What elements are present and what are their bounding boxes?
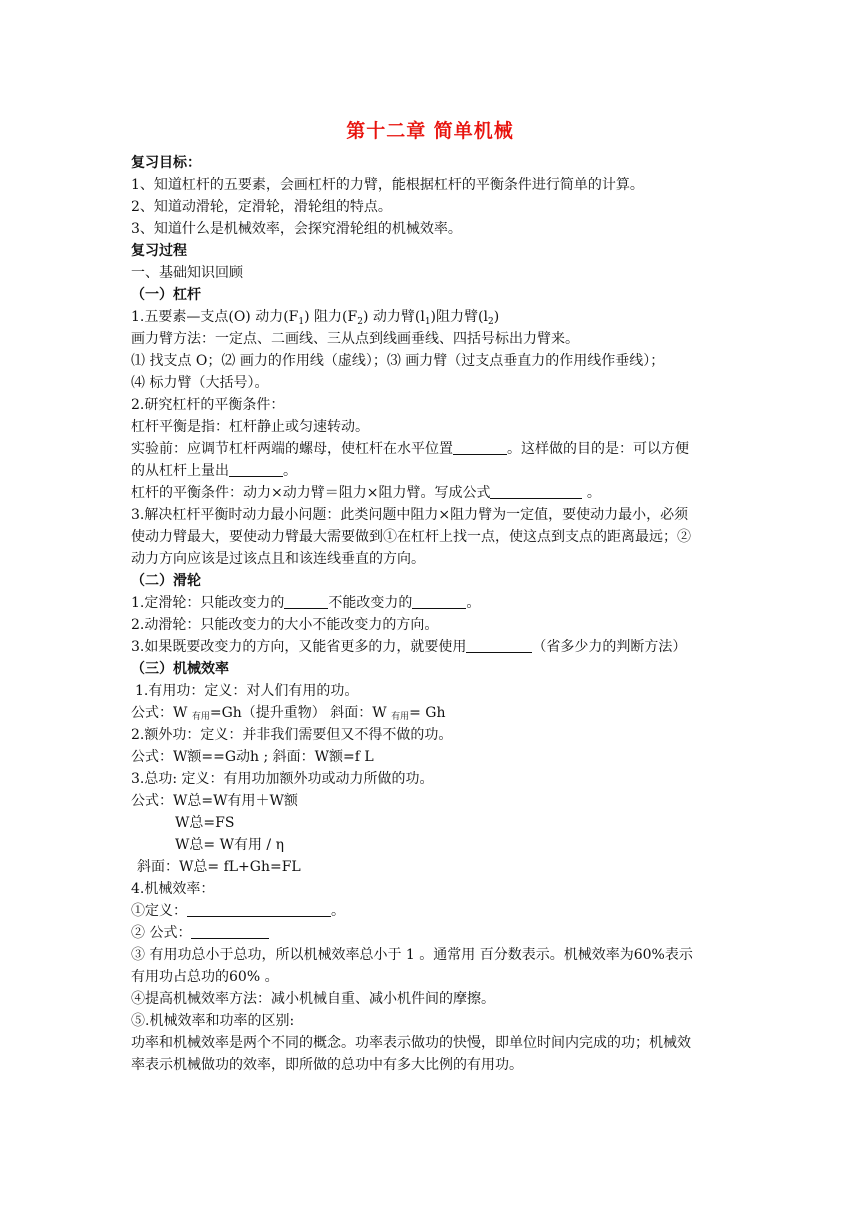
section-pulley-heading: （二）滑轮 [131, 573, 201, 589]
min-force-line-3: 动力方向应该是过该点且和该连线垂直的方向。 [131, 551, 425, 567]
arm-steps-line: ⑴ 找支点 O；⑵ 画力的作用线（虚线）；⑶ 画力臂（过支点垂直力的作用线作垂线）； [131, 353, 665, 369]
total-work-formula-3: W总= W有用 / η [175, 837, 284, 853]
goals-heading: 复习目标： [131, 155, 201, 171]
useful-work-definition: 1.有用功：定义：对人们有用的功。 [135, 683, 359, 699]
min-force-line-1: 3.解决杠杆平衡时动力最小问题：此类问题中阻力×阻力臂为一定值，要使动力最小，必须 [131, 507, 689, 523]
fill-blank [191, 923, 269, 939]
five-elements-line: 1.五要素—支点(O) 动力$(F_1)$ 阻力$(F_2)$ 动力臂$(l_1)$阻力臂$(l_2)$ [131, 309, 500, 327]
efficiency-definition: ①定义： 。 [131, 903, 345, 919]
balance-heading: 2.研究杠杆的平衡条件： [131, 397, 285, 413]
efficiency-less-line-1: ③ 有用功总小于总功，所以机械效率总小于 1 。通常用 百分数表示。机械效率为60%表示 [131, 947, 693, 963]
total-work-formula-1: 公式：W总=W有用＋W额 [131, 793, 298, 809]
document-body [131, 152, 733, 1076]
balance-condition-line: 杠杆的平衡条件：动力×动力臂＝阻力×阻力臂。写成公式 。 [131, 485, 601, 501]
process-heading: 复习过程 [131, 243, 187, 259]
extra-work-definition: 2.额外功：定义：并非我们需要但又不得不做的功。 [131, 727, 453, 743]
arm-step4-line: ⑷ 标力臂（大括号）。 [131, 375, 269, 391]
fill-blank [453, 439, 507, 455]
fill-blank [412, 593, 466, 609]
fill-blank [187, 901, 331, 917]
movable-pulley-line: 2.动滑轮：只能改变力的大小不能改变力的方向。 [131, 617, 439, 633]
balance-definition: 杠杆平衡是指：杠杆静止或匀速转动。 [131, 419, 369, 435]
total-work-formula-4: 斜面：W总= fL+Gh=FL [137, 859, 301, 875]
experiment-line-1: 实验前：应调节杠杆两端的螺母，使杠杆在水平位置 。这样做的目的是：可以方便 [131, 441, 689, 457]
min-force-line-2: 使动力臂最大，要使动力臂最大需要做到①在杠杆上找一点，使这点到支点的距离最远；② [131, 529, 691, 545]
extra-work-formula: 公式：W额==G动h ; 斜面：W额=f L [131, 749, 374, 765]
section-efficiency-heading: （三）机械效率 [131, 661, 229, 677]
experiment-line-2: 的从杠杆上量出 。 [131, 463, 297, 479]
goal-3: 3、知道什么是机械效率，会探究滑轮组的机械效率。 [131, 221, 462, 237]
efficiency-heading: 4.机械效率： [131, 881, 215, 897]
fixed-pulley-line: 1.定滑轮：只能改变力的 不能改变力的 。 [131, 595, 481, 611]
goal-2: 2、知道动滑轮，定滑轮，滑轮组的特点。 [131, 199, 392, 215]
efficiency-power-line-1: 功率和机械效率是两个不同的概念。功率表示做功的快慢，即单位时间内完成的功；机械效 [131, 1035, 691, 1051]
fill-blank [490, 483, 582, 499]
efficiency-less-line-2: 有用功占总功的60% 。 [131, 969, 279, 985]
goal-1: 1、知道杠杆的五要素，会画杠杆的力臂，能根据杠杆的平衡条件进行简单的计算。 [131, 177, 644, 193]
arm-method-line: 画力臂方法：一定点、二画线、三从点到线画垂线、四括号标出力臂来。 [131, 331, 579, 347]
efficiency-power-line-2: 率表示机械做功的效率，即所做的总功中有多大比例的有用功。 [131, 1057, 523, 1073]
total-work-definition: 3.总功: 定义：有用功加额外功或动力所做的功。 [131, 771, 434, 787]
pulley-combo-line: 3.如果既要改变力的方向，又能省更多的力，就要使用 （省多少力的判断方法） [131, 639, 687, 655]
chapter-title: 第十二章 简单机械 [346, 120, 514, 142]
fill-blank [229, 461, 283, 477]
useful-work-formula: 公式：W 有用=Gh（提升重物） 斜面：W 有用= Gh [131, 705, 446, 722]
fill-blank [466, 637, 532, 653]
section-lever-heading: （一）杠杆 [131, 287, 201, 303]
fill-blank [284, 593, 328, 609]
efficiency-improve-line: ④提高机械效率方法：减小机械自重、减小机件间的摩擦。 [131, 991, 495, 1007]
efficiency-diff-line: ⑤.机械效率和功率的区别: [131, 1013, 295, 1029]
total-work-formula-2: W总=FS [175, 815, 235, 831]
part-one-heading: 一、基础知识回顾 [131, 265, 243, 281]
efficiency-formula: ② 公式： [131, 922, 733, 944]
